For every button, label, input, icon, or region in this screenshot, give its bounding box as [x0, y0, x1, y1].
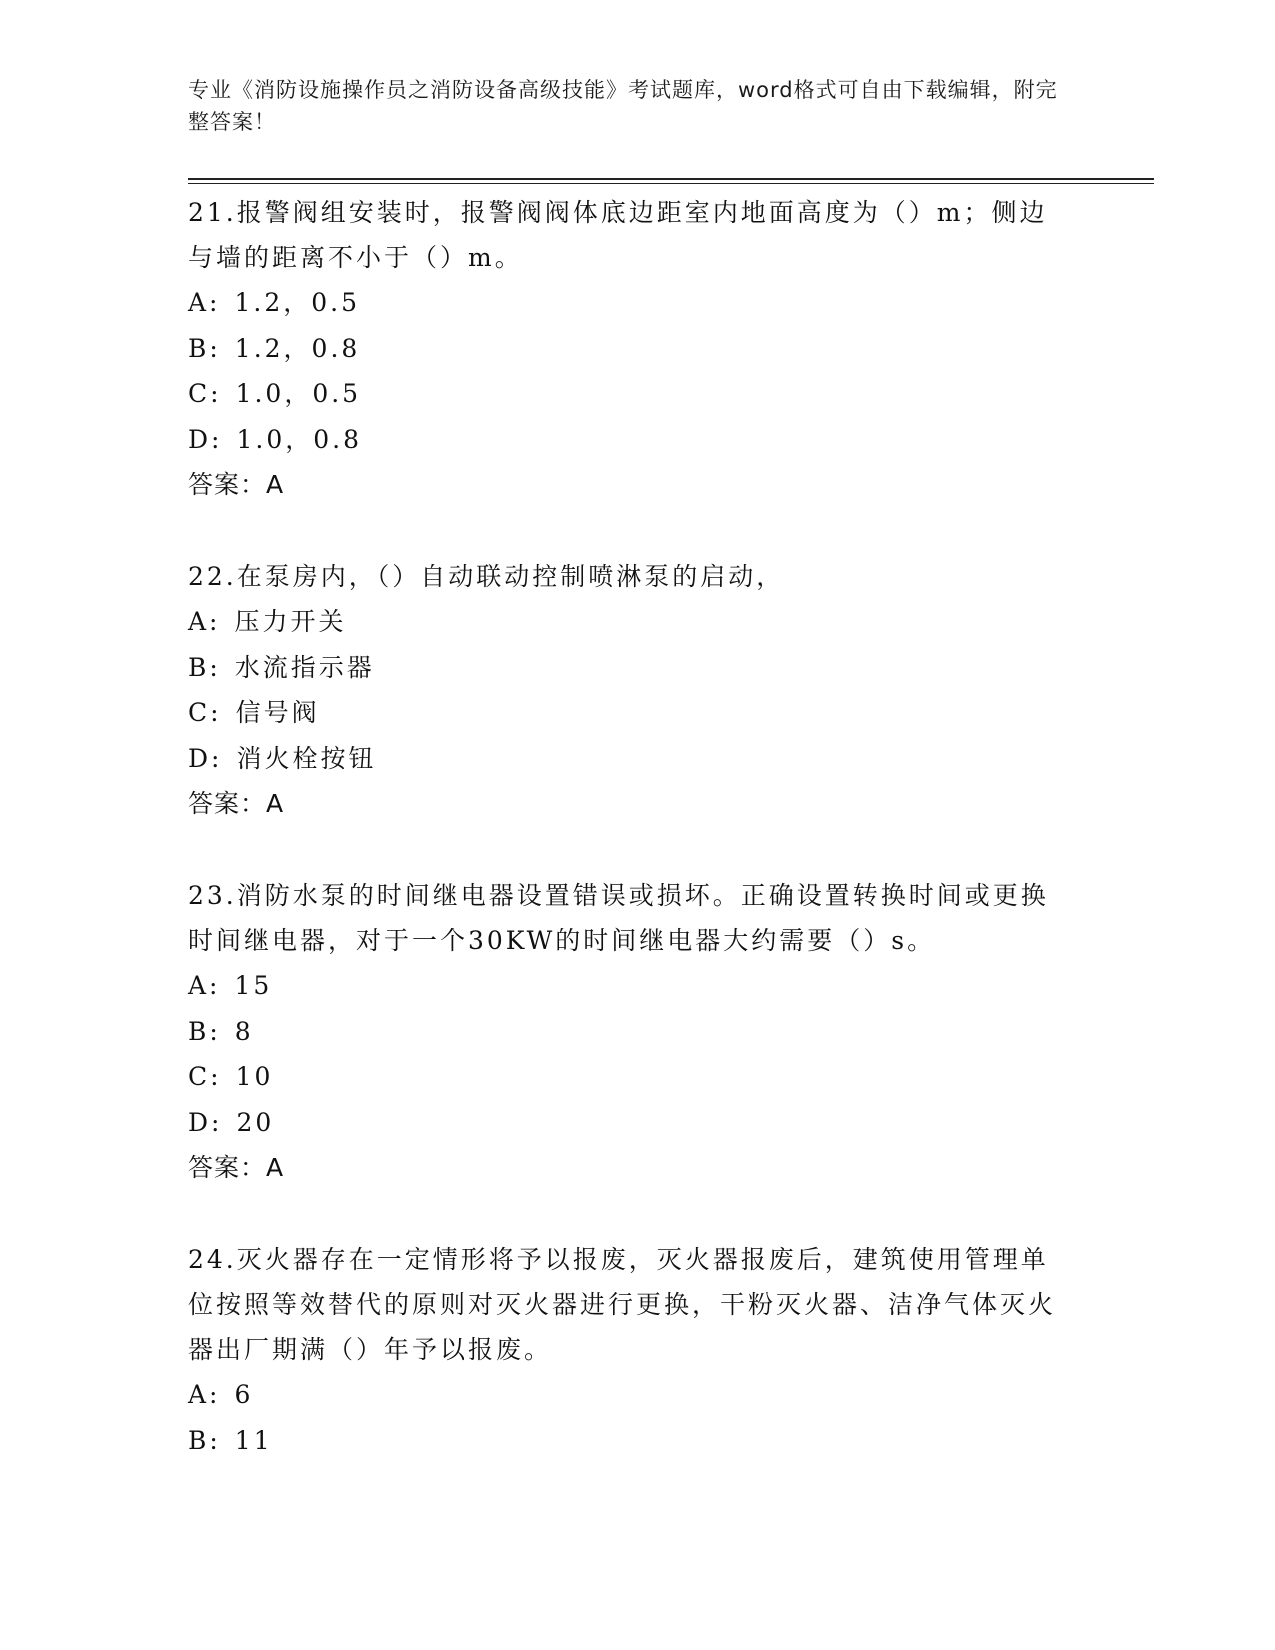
- option-b: [188, 1418, 1088, 1464]
- question-spacer: [188, 507, 1088, 554]
- option-text: 10: [235, 1062, 274, 1091]
- option-d: [188, 736, 1088, 782]
- option-text: 1.0，0.8: [236, 424, 362, 454]
- option-c: [188, 690, 1088, 736]
- option-label: B:: [188, 1016, 221, 1046]
- option-label: A:: [188, 607, 221, 636]
- question-list: [188, 190, 1088, 1463]
- answer-line: 答案：A: [188, 470, 285, 499]
- option-b: [188, 645, 1088, 691]
- option-text: 15: [234, 971, 273, 1000]
- document-header: 专业《消防设施操作员之消防设备高级技能》考试题库，word格式可自由下载编辑，附完整答案！: [188, 78, 1058, 134]
- option-label: D:: [188, 1107, 223, 1137]
- question-text: 24.灭火器存在一定情形将予以报废，灭火器报废后，建筑使用管理单位按照等效替代的原则对灭火器进行更换，干粉灭火器、洁净气体灭火器出厂期满（）年予以报废。: [188, 1245, 1057, 1364]
- option-a: [188, 1372, 1088, 1418]
- option-a: [188, 599, 1088, 645]
- option-text: 8: [234, 1016, 254, 1046]
- question-23: [188, 873, 1088, 1190]
- option-text: 1.2，0.5: [234, 288, 361, 317]
- question-spacer: [188, 1190, 1088, 1237]
- question-text: 21.报警阀组安装时，报警阀阀体底边距室内地面高度为（）m；侧边与墙的距离不小于（）m。: [188, 198, 1048, 272]
- question-spacer: [188, 826, 1088, 873]
- option-text: 6: [234, 1380, 254, 1409]
- option-label: B:: [188, 652, 221, 682]
- option-b: [188, 326, 1088, 372]
- question-22: [188, 554, 1088, 826]
- option-text: 压力开关: [234, 607, 347, 636]
- option-d: [188, 1100, 1088, 1146]
- header-rule-thick: [188, 178, 1154, 180]
- option-text: 1.0，0.5: [235, 379, 362, 408]
- option-text: 信号阀: [235, 698, 320, 727]
- option-text: 水流指示器: [234, 652, 375, 682]
- option-label: B:: [188, 1425, 221, 1455]
- option-d: [188, 417, 1088, 463]
- option-c: [188, 371, 1088, 417]
- answer-line: 答案：A: [188, 789, 285, 818]
- option-label: A:: [188, 288, 221, 317]
- option-c: [188, 1054, 1088, 1100]
- option-label: A:: [188, 971, 221, 1000]
- option-label: A:: [188, 1380, 221, 1409]
- option-a: [188, 963, 1088, 1009]
- option-label: C:: [188, 379, 222, 408]
- option-text: 1.2，0.8: [234, 333, 361, 363]
- option-b: [188, 1009, 1088, 1055]
- question-21: [188, 190, 1088, 507]
- header-rule-thin: [188, 183, 1154, 184]
- option-label: D:: [188, 743, 223, 773]
- option-text: 11: [234, 1425, 273, 1455]
- option-text: 20: [236, 1107, 275, 1137]
- question-24: [188, 1237, 1088, 1463]
- answer-line: 答案：A: [188, 1153, 285, 1182]
- option-label: C:: [188, 1062, 222, 1091]
- option-a: [188, 280, 1088, 326]
- question-text: 23.消防水泵的时间继电器设置错误或损坏。正确设置转换时间或更换时间继电器，对于一个30KW的时间继电器大约需要（）s。: [188, 881, 1049, 955]
- option-label: D:: [188, 424, 223, 454]
- question-text: 22.在泵房内，（）自动联动控制喷淋泵的启动，: [188, 562, 785, 591]
- option-text: 消火栓按钮: [236, 743, 377, 773]
- option-label: B:: [188, 333, 221, 363]
- option-label: C:: [188, 698, 222, 727]
